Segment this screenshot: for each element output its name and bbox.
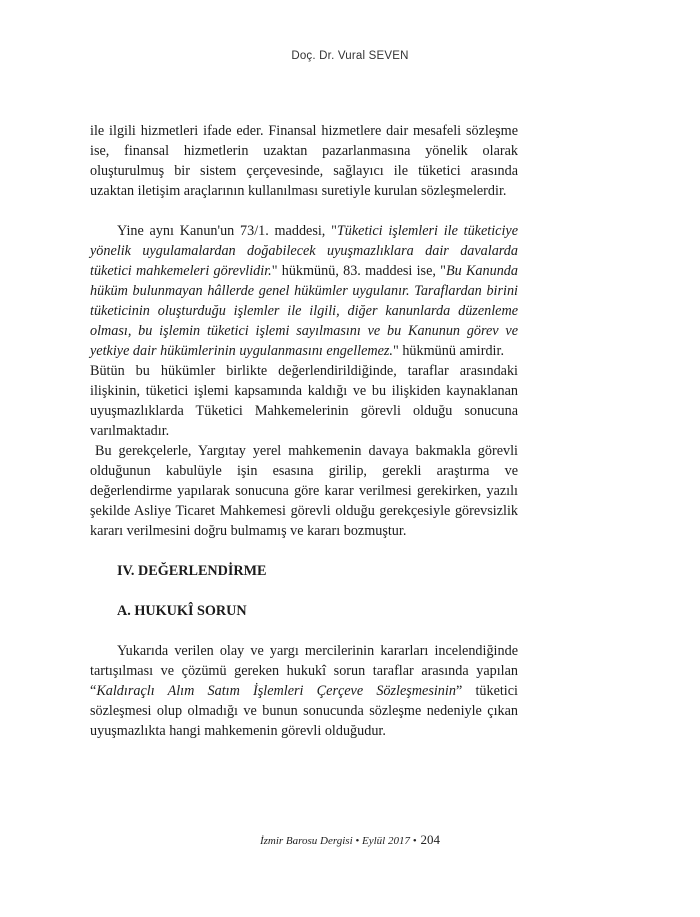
paragraph-5 — [90, 641, 518, 741]
journal-name: İzmir Barosu Dergisi • Eylül 2017 • — [259, 835, 417, 847]
text-run: ” tüketici sözleşmesi olup olmadığı ve bunun sonucunda sözleşme nedeniyle çıkan uyuşmazlıkta hangi mahkemenin görevli olduğudur. — [90, 683, 518, 739]
page-number: 204 — [420, 832, 441, 847]
section-heading: IV. DEĞERLENDİRME — [117, 563, 267, 579]
running-header: Doç. Dr. Vural SEVEN — [291, 50, 409, 62]
section-gap — [90, 541, 518, 561]
text-run: " hükmünü amirdir. — [392, 343, 504, 359]
quoted-article-73: Tüketici işlemleri ile tüketiciye yönelik uygulamalardan doğabilecek uyuşmazlıklara dair davalarda tüketici mahkemeleri görevlidir. — [90, 223, 518, 279]
text-run: Yine aynı Kanun'un 73/1. maddesi, " — [117, 223, 337, 239]
subsection-heading: A. HUKUKÎ SORUN — [117, 603, 247, 619]
paragraph-2 — [90, 221, 518, 361]
paragraph-4: Bu gerekçelerle, Yargıtay yerel mahkemenin davaya bakmakla görevli olduğunun kabulüyle işin esasına girilip, gerekli araştırma ve değerlendirme yapılarak sonucuna göre karar verilmesi gerekirken, yazılı şekilde Asliye Ticaret Mahkemesi görevli olduğu gerekçesiyle görevsizlik kararı verilmesini doğru bulmamış ve kararı bozmuştur. — [90, 443, 518, 539]
body-text — [90, 121, 518, 741]
text-run: Yukarıda verilen olay ve yargı mercilerinin kararları incelendiğinde tartışılması ve çözümü gereken hukukî sorun taraflar arasında yapılan “ — [90, 643, 518, 699]
paragraph-gap — [90, 201, 518, 221]
quoted-article-83: Bu Kanunda hüküm bulunmayan hâllerde genel hükümler uygulanır. Taraflardan birini tüketicinin oluşturduğu işlemler ile ilgili, diğer kanunlarda düzenleme olması, bu işlemin tüketici işlemi sayılmasını ve bu Kanunun görev ve yetkiye dair hükümlerinin uygulanmasını engellemez. — [90, 263, 518, 359]
paragraph-3: Bütün bu hükümler birlikte değerlendirildiğinde, taraflar arasındaki ilişkinin, tüketici işlemi kapsamında kaldığı ve bu ilişkiden kaynaklanan uyuşmazlıklarda Tüketici Mahkemelerinin görevli olduğu sonucuna varılmaktadır. — [90, 363, 518, 439]
paragraph-1: ile ilgili hizmetleri ifade eder. Finansal hizmetlere dair mesafeli sözleşme ise, finansal hizmetlerin uzaktan pazarlanmasına yönelik olarak oluşturulmuş bir sistem çerçevesinde, sağlayıcı ile tüketici arasında uzaktan iletişim araçlarının kullanılması suretiyle kurulan sözleşmelerdir. — [90, 123, 518, 199]
section-gap — [90, 581, 518, 601]
text-run: " hükmünü, 83. maddesi ise, " — [271, 263, 446, 279]
running-footer — [0, 832, 700, 848]
contract-title: Kaldıraçlı Alım Satım İşlemleri Çerçeve Sözleşmesinin — [96, 683, 456, 699]
section-gap — [90, 621, 518, 641]
